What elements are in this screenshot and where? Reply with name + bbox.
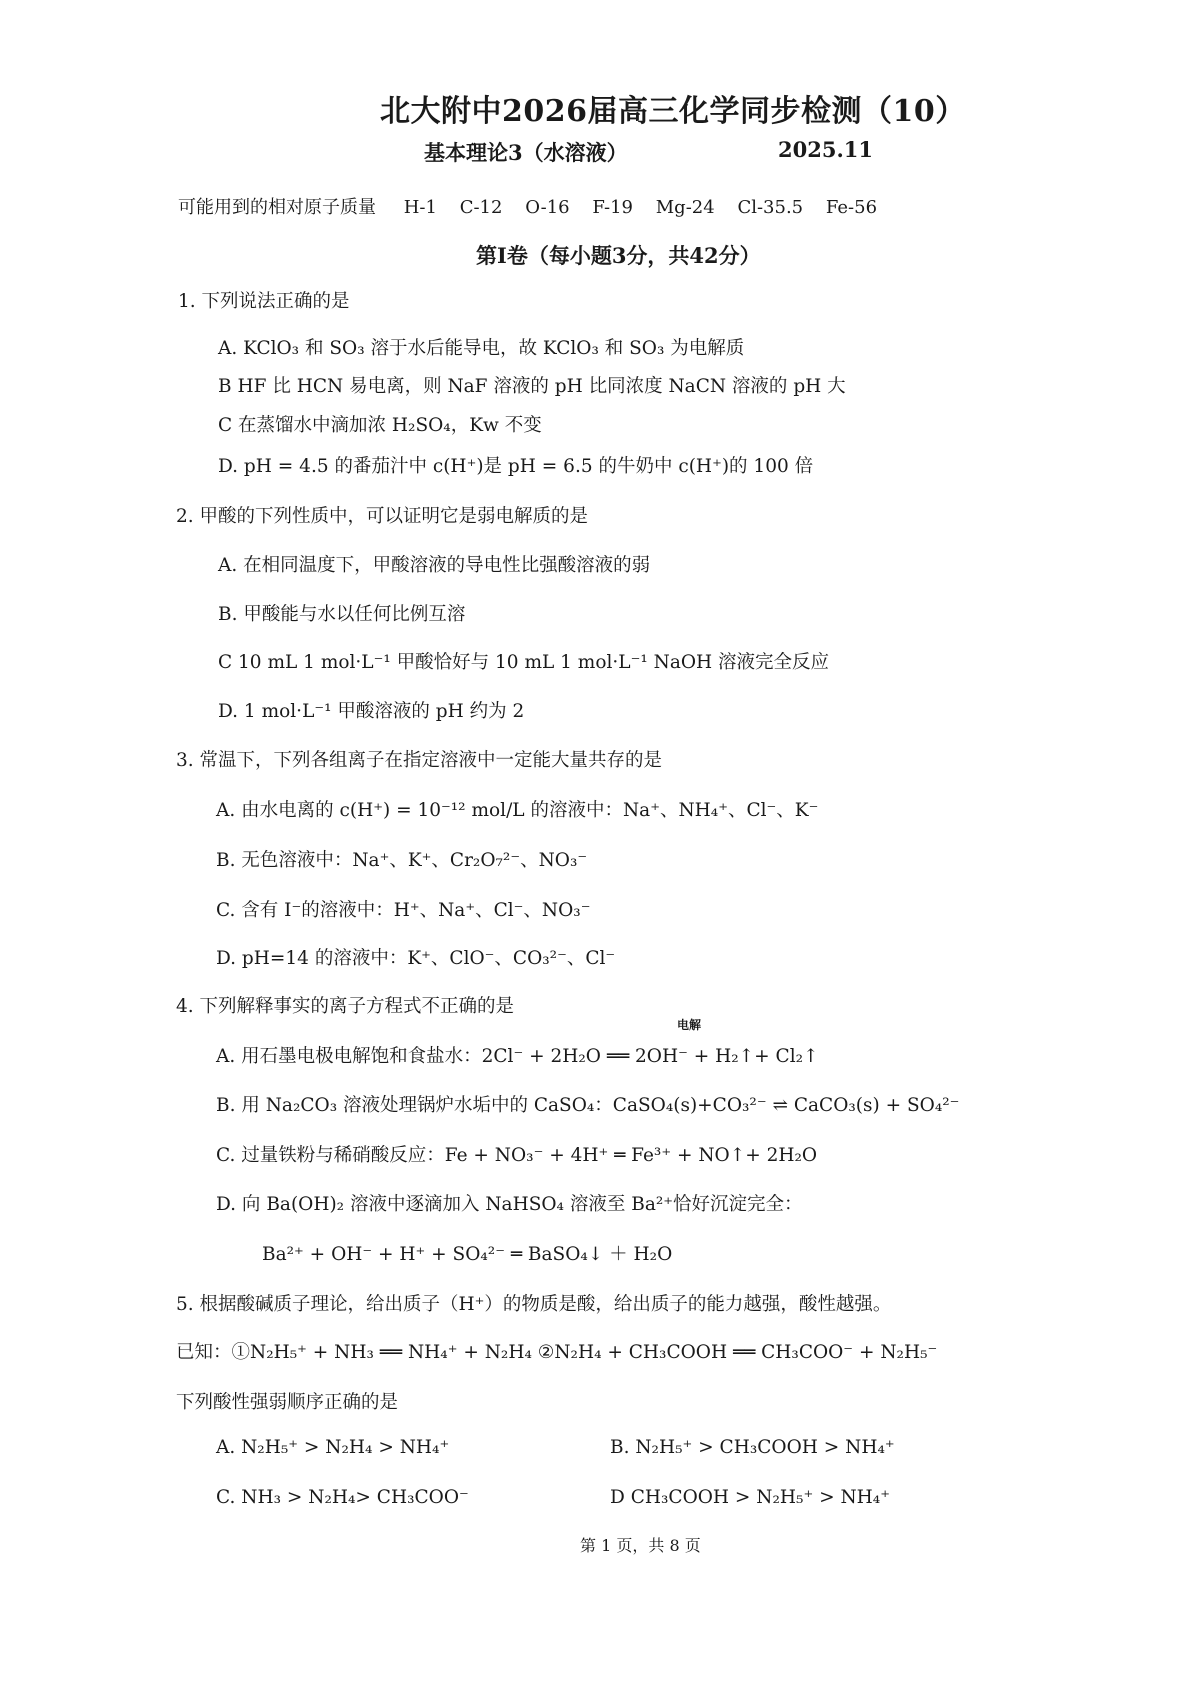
question-3-option-b: B. 无色溶液中：Na⁺、K⁺、Cr₂O₇²⁻、NO₃⁻ (216, 850, 588, 871)
electrolysis-condition-label: 电解 (677, 1018, 702, 1032)
question-1-stem: 1. 下列说法正确的是 (178, 291, 350, 312)
section-title: 第I卷（每小题3分，共42分） (476, 243, 761, 268)
question-5-given: 已知：①N₂H₅⁺ + NH₃ ══ NH₄⁺ + N₂H₄ ②N₂H₄ + CH₃COOH ══ CH₃COO⁻ + N₂H₅⁻ (176, 1342, 938, 1363)
question-4-option-d-equation: Ba²⁺ + OH⁻ + H⁺ + SO₄²⁻ ═ BaSO₄↓ ＋ H₂O (262, 1244, 673, 1265)
atomic-mass: F-19 (592, 197, 634, 218)
question-2-option-a: A. 在相同温度下，甲酸溶液的导电性比强酸溶液的弱 (218, 555, 651, 576)
exam-subtitle: 基本理论3（水溶液） (424, 140, 628, 165)
question-1-option-a: A. KClO₃ 和 SO₃ 溶于水后能导电，故 KClO₃ 和 SO₃ 为电解质 (218, 338, 745, 359)
question-1-option-c: C 在蒸馏水中滴加浓 H₂SO₄，Kw 不变 (218, 415, 542, 436)
atomic-mass: Mg-24 (655, 197, 715, 218)
question-5-stem: 5. 根据酸碱质子理论，给出质子（H⁺）的物质是酸，给出质子的能力越强，酸性越强。 (176, 1294, 892, 1315)
atomic-masses-line (178, 193, 894, 219)
page-indicator: 第 1 页，共 8 页 (580, 1536, 701, 1555)
question-1-option-b: B HF 比 HCN 易电离，则 NaF 溶液的 pH 比同浓度 NaCN 溶液的 pH 大 (218, 376, 846, 397)
question-4-option-b: B. 用 Na₂CO₃ 溶液处理锅炉水垢中的 CaSO₄：CaSO₄(s)+CO₃²⁻ ⇌ CaCO₃(s) + SO₄²⁻ (216, 1095, 960, 1116)
atomic-mass: Fe-56 (825, 197, 878, 218)
atomic-mass: O-16 (525, 197, 570, 218)
question-4-option-c: C. 过量铁粉与稀硝酸反应：Fe + NO₃⁻ + 4H⁺ ═ Fe³⁺ + NO↑+ 2H₂O (216, 1145, 818, 1166)
atomic-masses-label: 可能用到的相对原子质量 (178, 197, 376, 218)
question-4-option-a: A. 用石墨电极电解饱和食盐水：2Cl⁻ + 2H₂O ══ 2OH⁻ + H₂↑+ Cl₂↑ (216, 1046, 819, 1067)
question-2-option-b: B. 甲酸能与水以任何比例互溶 (218, 604, 466, 625)
atomic-mass: H-1 (403, 197, 437, 218)
question-5-sub-stem: 下列酸性强弱顺序正确的是 (176, 1392, 399, 1413)
question-2-stem: 2. 甲酸的下列性质中，可以证明它是弱电解质的是 (176, 506, 589, 527)
question-5-option-c: C. NH₃ > N₂H₄> CH₃COO⁻ (216, 1487, 469, 1508)
question-5-option-a: A. N₂H₅⁺ > N₂H₄ > NH₄⁺ (216, 1437, 450, 1458)
question-4-option-d: D. 向 Ba(OH)₂ 溶液中逐滴加入 NaHSO₄ 溶液至 Ba²⁺恰好沉淀完全： (216, 1194, 803, 1215)
question-5-option-b: B. N₂H₅⁺ > CH₃COOH > NH₄⁺ (610, 1437, 895, 1458)
exam-date: 2025.11 (778, 137, 873, 162)
question-2-option-c: C 10 mL 1 mol·L⁻¹ 甲酸恰好与 10 mL 1 mol·L⁻¹ NaOH 溶液完全反应 (218, 652, 830, 673)
question-1-option-d: D. pH = 4.5 的番茄汁中 c(H⁺)是 pH = 6.5 的牛奶中 c(H⁺)的 100 倍 (218, 456, 814, 477)
question-3-stem: 3. 常温下，下列各组离子在指定溶液中一定能大量共存的是 (176, 750, 663, 771)
atomic-mass: C-12 (459, 197, 503, 218)
question-5-option-d: D CH₃COOH > N₂H₅⁺ > NH₄⁺ (610, 1487, 890, 1508)
atomic-mass: Cl-35.5 (737, 197, 804, 218)
exam-title: 北大附中2026届高三化学同步检测（10） (380, 94, 966, 129)
question-3-option-a: A. 由水电离的 c(H⁺) = 10⁻¹² mol/L 的溶液中：Na⁺、NH₄⁺、Cl⁻、K⁻ (216, 800, 819, 821)
question-4-stem: 4. 下列解释事实的离子方程式不正确的是 (176, 996, 515, 1017)
question-3-option-c: C. 含有 I⁻的溶液中：H⁺、Na⁺、Cl⁻、NO₃⁻ (216, 900, 591, 921)
question-2-option-d: D. 1 mol·L⁻¹ 甲酸溶液的 pH 约为 2 (218, 701, 525, 722)
question-3-option-d: D. pH=14 的溶液中：K⁺、ClO⁻、CO₃²⁻、Cl⁻ (216, 948, 616, 969)
